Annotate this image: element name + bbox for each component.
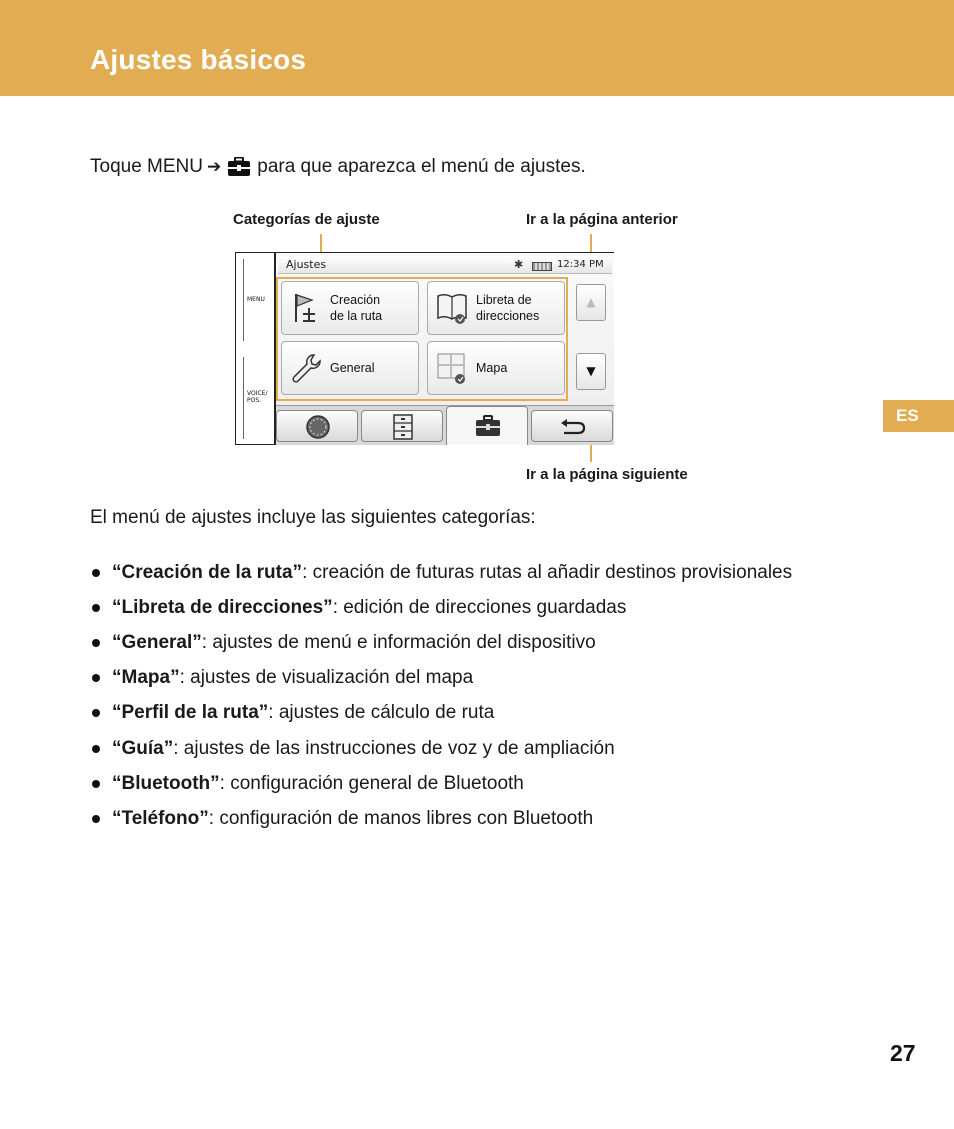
bullet [92,815,100,823]
flag-route-icon [288,290,324,326]
list-intro: El menú de ajustes incluye las siguientes categorías: [90,507,536,528]
bullet [92,569,100,577]
category-name: “Guía” [112,737,174,759]
clock: 12:34 PM [557,259,604,270]
list-item [90,661,792,696]
category-name: “Teléfono” [112,807,209,829]
page-title: Ajustes básicos [90,44,307,75]
intro-text-after: para que aparezca el menú de ajustes. [257,156,586,177]
bullet [92,709,100,717]
callout-next-page: Ir a la página siguiente [526,466,688,483]
tile-label: Creación de la ruta [330,293,383,323]
arrow-icon: ➔ [207,157,222,176]
settings-screen [276,253,614,444]
page-number: 27 [890,1040,916,1066]
category-name: “Mapa” [112,667,180,689]
language-tab-label: ES [896,406,919,425]
category-desc: : creación de futuras rutas al añadir destinos provisionales [302,561,793,583]
bullet [92,780,100,788]
category-desc: : configuración general de Bluetooth [219,772,524,794]
tab-back[interactable] [531,410,613,442]
category-desc: : ajustes de cálculo de ruta [268,702,495,724]
tile-creacion-ruta[interactable] [281,281,419,335]
tile-general[interactable] [281,341,419,395]
bullet [92,745,100,753]
category-list [90,555,792,837]
toolbox-icon [475,415,501,437]
list-item [90,801,792,836]
category-desc: : configuración de manos libres con Bluetooth [208,807,594,829]
category-desc: : ajustes de las instrucciones de voz y de ampliación [173,737,615,759]
tile-label: Libreta de direcciones [476,293,540,323]
bullet [92,674,100,682]
side-rule-bottom [243,357,244,439]
callout-prev-page: Ir a la página anterior [526,211,678,228]
side-rule-top [243,259,244,341]
tile-label: Mapa [476,361,508,375]
bottom-tabbar [276,405,614,445]
category-desc: : edición de direcciones guardadas [332,596,627,618]
screen-title: Ajustes [286,258,327,271]
category-desc: : ajustes de visualización del mapa [179,667,474,689]
cabinet-icon [392,413,414,441]
tile-mapa[interactable] [427,341,565,395]
tab-navigation[interactable] [276,410,358,442]
menu-side-label[interactable]: MENU [247,296,265,303]
compass-icon [305,414,331,440]
bullet [92,639,100,647]
list-item [90,555,792,590]
battery-icon [532,262,552,271]
bluetooth-icon: ✱ [514,258,524,271]
tile-libreta-direcciones[interactable] [427,281,565,335]
back-arrow-icon [558,417,588,437]
map-icon [434,350,470,386]
list-item [90,766,792,801]
category-name: “Perfil de la ruta” [112,702,269,724]
side-panel [236,253,276,444]
tile-label: General [330,361,375,375]
toolbox-icon [227,157,251,177]
voice-pos-side-label[interactable]: VOICE/ POS. [247,390,268,404]
wrench-icon [288,350,324,386]
list-item [90,625,792,660]
list-item [90,590,792,625]
page-down-button[interactable]: ▼ [576,353,606,390]
list-item [90,731,792,766]
device-screen [235,252,614,445]
list-item [90,696,792,731]
category-name: “Bluetooth” [112,772,220,794]
category-name: “Creación de la ruta” [112,561,303,583]
category-name: “General” [112,631,202,653]
page-up-button[interactable]: ▲ [576,284,606,321]
category-name: “Libreta de direcciones” [112,596,333,618]
tab-storage[interactable] [361,410,443,442]
screen-titlebar [278,256,612,274]
category-desc: : ajustes de menú e información del dispositivo [201,631,596,653]
callout-categories: Categorías de ajuste [233,211,380,228]
tab-settings[interactable] [446,406,528,445]
intro-line [90,156,586,178]
bullet [92,604,100,612]
intro-text-before: Toque MENU [90,156,203,177]
address-book-icon [434,290,470,326]
